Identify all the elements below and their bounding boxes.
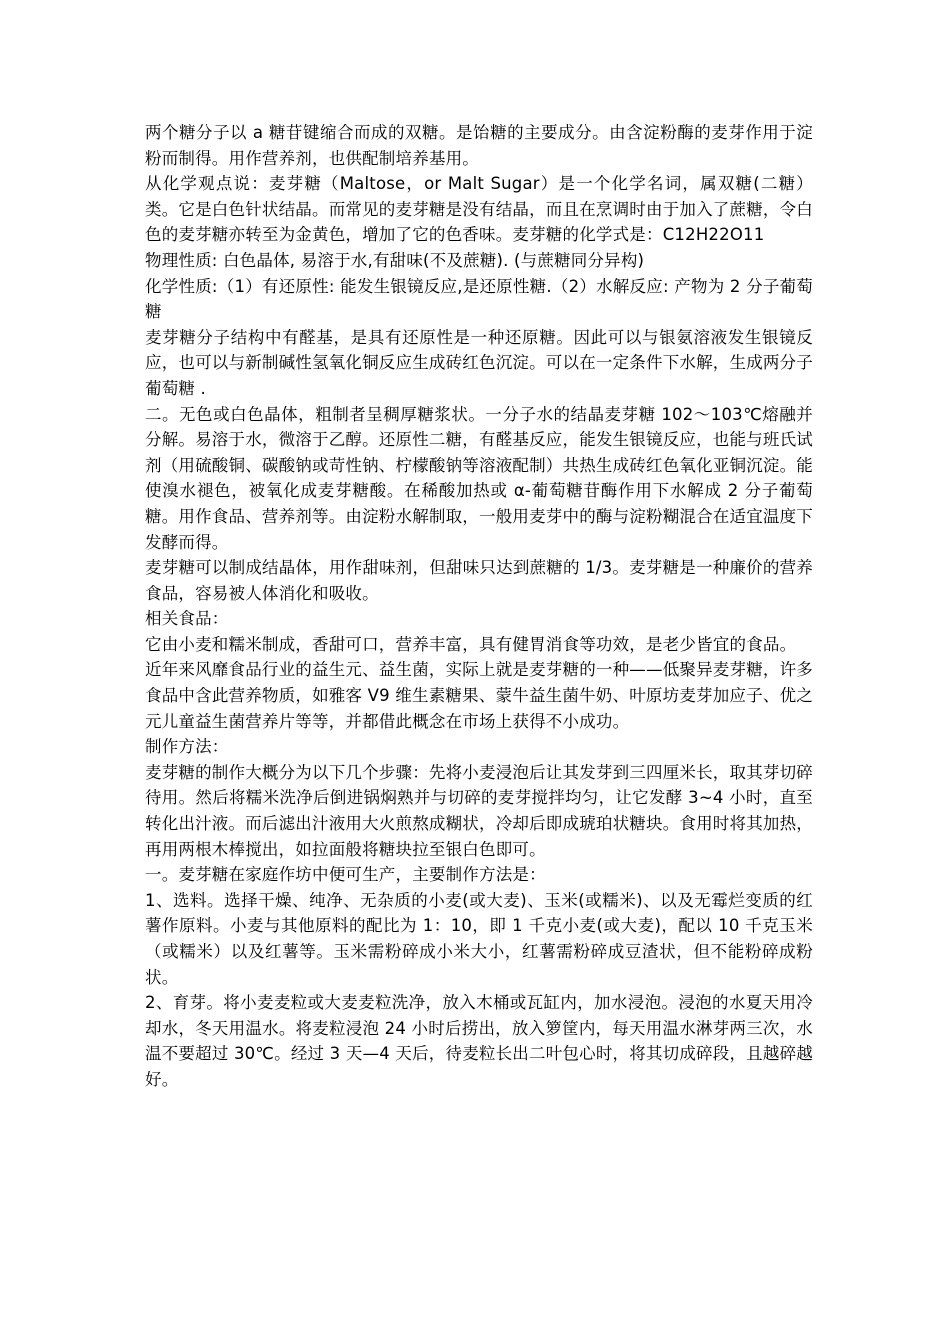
heading-related-foods: 相关食品： [145,609,229,629]
document-body [145,120,813,1093]
heading-production-method: 制作方法： [145,737,229,757]
paragraph-crystal-description: 二。无色或白色晶体，粗制者呈稠厚糖浆状。一分子水的结晶麦芽糖 102～103℃熔融并分解。易溶于水，微溶于乙醇。还原性二糖，有醛基反应，能发生银镜反应，也能与班氏试剂（用硫酸铜、碳酸钠或苛性钠、柠檬酸钠等溶液配制）共热生成砖红色氧化亚铜沉淀。能使溴水褪色，被氧化成麦芽糖酸。在稀酸加热或 α-葡萄糖苷酶作用下水解成 2 分子葡萄糖。用作食品、营养剂等。由淀粉水解制取，一般用麦芽中的酶与淀粉糊混合在适宜温度下发酵而得。 [145,404,813,552]
paragraph-probiotics: 近年来风靡食品行业的益生元、益生菌，实际上就是麦芽糖的一种——低聚异麦芽糖，许多食品中含此营养物质，如雅客 V9 维生素糖果、蒙牛益生菌牛奶、叶原坊麦芽加应子、优之元儿童益生菌营养片等等，并都借此概念在市场上获得不小成功。 [145,660,813,731]
paragraph-step-germination: 2、育芽。将小麦麦粒或大麦麦粒洗净，放入木桶或瓦缸内，加水浸泡。浸泡的水夏天用冷却水，冬天用温水。将麦粒浸泡 24 小时后捞出，放入箩筐内，每天用温水淋芽两三次，水温不要超过 30℃。经过 3 天—4 天后，待麦粒长出二叶包心时，将其切成碎段，且越碎越好。 [145,993,813,1089]
paragraph-chemical-properties: 化学性质:（1）有还原性: 能发生银镜反应,是还原性糖.（2）水解反应: 产物为 2 分子葡萄糖 [145,276,813,322]
paragraph-reducing-sugar: 麦芽糖分子结构中有醛基，是具有还原性是一种还原糖。因此可以与银氨溶液发生银镜反应，也可以与新制碱性氢氧化铜反应生成砖红色沉淀。可以在一定条件下水解，生成两分子葡萄糖 . [145,327,813,398]
paragraph-food-description: 它由小麦和糯米制成，香甜可口，营养丰富，具有健胃消食等功效，是老少皆宜的食品。 [145,634,797,654]
paragraph-physical-properties: 物理性质: 白色晶体, 易溶于水,有甜味(不及蔗糖). (与蔗糖同分异构) [145,250,645,270]
paragraph-step-material-selection: 1、选料。选择干燥、纯净、无杂质的小麦(或大麦)、玉米(或糯米)、以及无霉烂变质的红薯作原料。小麦与其他原料的配比为 1：10，即 1 千克小麦(或大麦)，配以 10 千克玉米（或糯米）以及红薯等。玉米需粉碎成小米大小，红薯需粉碎成豆渣状，但不能粉碎成粉状。 [145,890,813,987]
paragraph-home-production: 一。麦芽糖在家庭作坊中便可生产，主要制作方法是： [145,865,546,885]
paragraph-sweetener: 麦芽糖可以制成结晶体，用作甜味剂，但甜味只达到蔗糖的 1/3。麦芽糖是一种廉价的营养食品，容易被人体消化和吸收。 [145,558,813,603]
paragraph-definition: 两个糖分子以 a 糖苷键缩合而成的双糖。是饴糖的主要成分。由含淀粉酶的麦芽作用于淀粉而制得。用作营养剂，也供配制培养基用。 [145,123,813,168]
paragraph-chemical-view: 从化学观点说：麦芽糖（Maltose，or Malt Sugar）是一个化学名词，属双糖(二糖）类。它是白色针状结晶。而常见的麦芽糖是没有结晶，而且在烹调时由于加入了蔗糖，令白色的麦芽糖亦转至为金黄色，增加了它的色香味。麦芽糖的化学式是：C12H22O11 [145,174,813,245]
paragraph-production-steps: 麦芽糖的制作大概分为以下几个步骤：先将小麦浸泡后让其发芽到三四厘米长，取其芽切碎待用。然后将糯米洗净后倒进锅焖熟并与切碎的麦芽搅拌均匀，让它发酵 3~4 小时，直至转化出汁液。而后滤出汁液用大火煎熬成糊状，冷却后即成琥珀状糖块。食用时将其加热，再用两根木棒搅出，如拉面般将糖块拉至银白色即可。 [145,762,813,859]
